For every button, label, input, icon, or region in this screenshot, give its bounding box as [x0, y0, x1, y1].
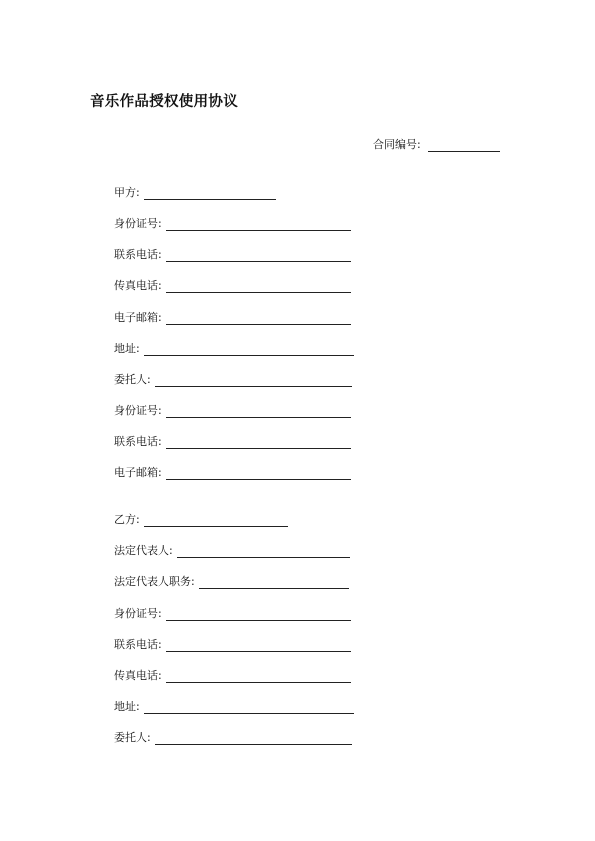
contract-number-row: [373, 136, 500, 152]
party-a-agent-label: 委托人:: [114, 373, 151, 386]
party-b-legal-rep-title-row: [114, 573, 349, 589]
party-a-phone-label: 联系电话:: [114, 248, 162, 261]
party-b-agent-blank[interactable]: [155, 731, 352, 745]
party-b-legal-rep-row: [114, 542, 350, 558]
party-b-legal-rep-blank[interactable]: [177, 544, 350, 558]
party-b-fax-row: [114, 667, 351, 683]
party-b-agent-row: [114, 729, 352, 745]
party-a-agent-blank[interactable]: [155, 373, 352, 387]
party-a-address-blank[interactable]: [144, 342, 354, 356]
party-b-name-row: [114, 511, 288, 527]
party-b-id-label: 身份证号:: [114, 607, 162, 620]
party-a-agent-id-row: [114, 402, 351, 418]
contract-number-blank[interactable]: [428, 138, 500, 152]
party-a-email-blank[interactable]: [166, 311, 351, 325]
document-title: 音乐作品授权使用协议: [90, 94, 238, 110]
party-b-address-label: 地址:: [114, 700, 140, 713]
party-b-phone-blank[interactable]: [166, 638, 351, 652]
party-a-address-label: 地址:: [114, 342, 140, 355]
party-b-address-blank[interactable]: [144, 700, 354, 714]
party-a-agent-phone-blank[interactable]: [166, 435, 351, 449]
party-a-agent-row: [114, 371, 352, 387]
party-b-fax-blank[interactable]: [166, 669, 351, 683]
party-a-agent-email-label: 电子邮箱:: [114, 466, 162, 479]
party-a-phone-row: [114, 246, 351, 262]
party-b-fax-label: 传真电话:: [114, 669, 162, 682]
party-b-id-row: [114, 605, 351, 621]
party-a-agent-id-label: 身份证号:: [114, 404, 162, 417]
contract-number-label: 合同编号:: [373, 138, 421, 151]
party-b-phone-label: 联系电话:: [114, 638, 162, 651]
party-a-fax-blank[interactable]: [166, 279, 351, 293]
party-a-id-blank[interactable]: [166, 217, 351, 231]
party-b-legal-rep-title-blank[interactable]: [199, 575, 349, 589]
party-a-fax-row: [114, 277, 351, 293]
party-b-id-blank[interactable]: [166, 607, 351, 621]
party-b-name-label: 乙方:: [114, 513, 140, 526]
party-a-agent-email-blank[interactable]: [166, 466, 351, 480]
party-b-legal-rep-title-label: 法定代表人职务:: [114, 575, 195, 588]
party-a-agent-id-blank[interactable]: [166, 404, 351, 418]
party-a-name-label: 甲方:: [114, 186, 140, 199]
party-b-agent-label: 委托人:: [114, 731, 151, 744]
party-a-id-label: 身份证号:: [114, 217, 162, 230]
party-a-id-row: [114, 215, 351, 231]
party-a-address-row: [114, 340, 354, 356]
party-a-agent-email-row: [114, 464, 351, 480]
party-a-agent-phone-label: 联系电话:: [114, 435, 162, 448]
party-a-agent-phone-row: [114, 433, 351, 449]
party-a-name-row: [114, 184, 276, 200]
party-a-name-blank[interactable]: [144, 186, 276, 200]
party-a-fax-label: 传真电话:: [114, 279, 162, 292]
party-b-legal-rep-label: 法定代表人:: [114, 544, 173, 557]
party-a-email-row: [114, 309, 351, 325]
party-b-name-blank[interactable]: [144, 513, 288, 527]
party-b-phone-row: [114, 636, 351, 652]
party-b-address-row: [114, 698, 354, 714]
party-a-email-label: 电子邮箱:: [114, 311, 162, 324]
party-a-phone-blank[interactable]: [166, 248, 351, 262]
